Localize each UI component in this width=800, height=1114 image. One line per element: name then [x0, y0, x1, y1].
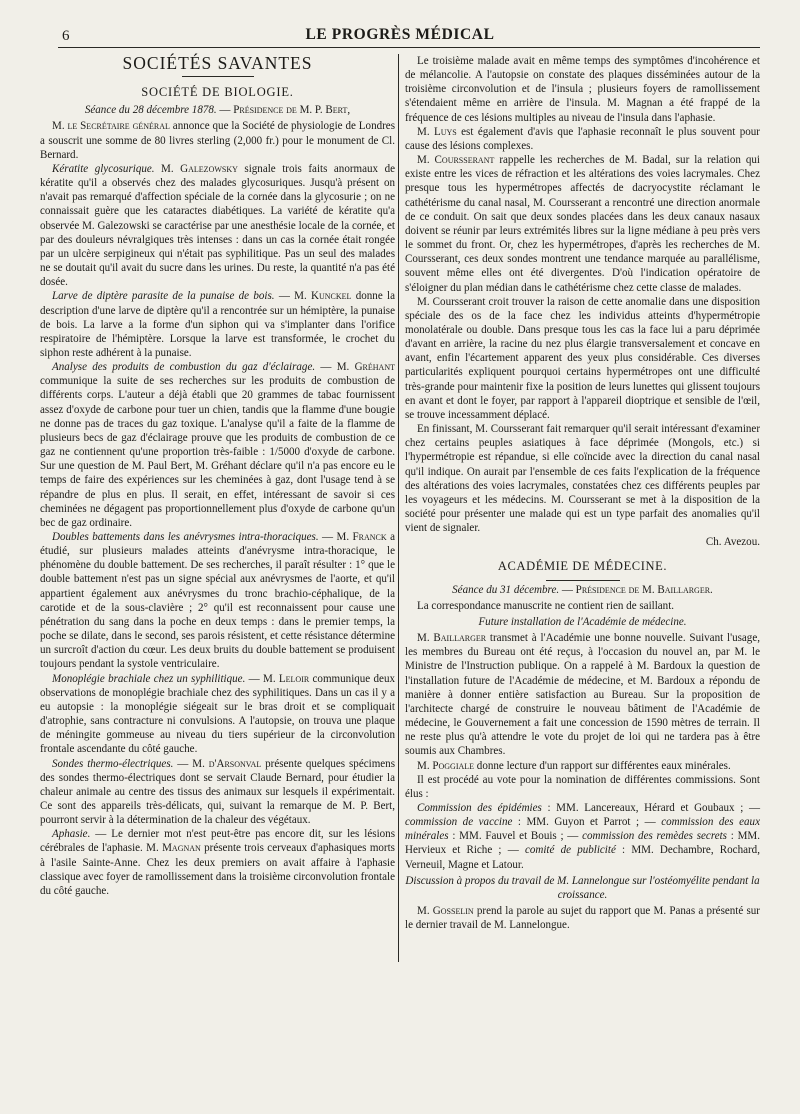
paragraph-poggiale: M. Poggiale donne lecture d'un rapport sur différentes eaux minérales. [417, 759, 731, 772]
paragraph-vote: Il est procédé au vote pour la nomination de différentes commissions. Sont élus : [405, 773, 760, 800]
seance-line [40, 103, 395, 117]
right-column [405, 54, 760, 932]
paragraph-secretary: M. le Secrétaire général annonce que la Société de physiologie de Londres a souscrit une somme de 80 livres sterling (2,000 fr.) pour le monument de Cl. Bernard. [40, 120, 395, 161]
academy-title: ACADÉMIE DE MÉDECINE. [497, 559, 668, 574]
paragraph-larve: Larve de diptère parasite de la punaise de bois. — M. Kunckel donne la description d'une larve de diptère qu'il a rencontrée sur un hémiptère, la punaise de bois. La larve a la forme d'un siphon qui va s'implanter dans l'orifice respiratoire de l'hémiptère. Lorsque la larve est transformée, le crochet du siphon reste adhérent à la punaise. [40, 290, 395, 359]
paragraph-battements: Doubles battements dans les anévrysmes intra-thoraciques. — M. Franck a étudié, sur plusieurs malades atteints d'anévrysme intra-thoracique, le phénomène du double battement. De ses recherches, il paraît résulter : 1° que le double battement n'est pas un signe spécial aux anévrysmes de l'aorte, et qu'il appartient également aux anévrysmes du tronc brachio-céphalique, de la carotide et de la sous-clavière ; 2° qu'il est reconnaissent pour cause une pénétration du sang dans la poche en deux temps : dans le premier temps, la poche se dilate, dans le second, ses parois résistent, et cette résistance détermine un surcroît d'action du cœur. Les deux bruits du double battement se produisent toujours pendant la systole ventriculaire. [40, 531, 396, 671]
page-header [40, 24, 760, 44]
paragraph-baillarger: M. Baillarger transmet à l'Académie une bonne nouvelle. Suivant l'usage, les membres du Bureau ont été reçus, à l'occasion du nouvel an, par M. le Ministre de l'Instruction publique. On a rappelé à M. Bardoux la question de l'installation future de l'Académie de médecine, et M. Bardoux a répondu de manière à donner entière satisfaction au Bureau. Sur la proposition de l'architecte chargé de construire le nouveau bâtiment de l'Académie de médecine, le Gouvernement a fait une concession de 1590 mètres de terrain. Il ne reste plus qu'à attendre le vote du projet de loi qui ne tardera pas à être soumis aux Chambres. [405, 632, 760, 758]
title-rule [182, 76, 254, 77]
paragraph-coursserant-1: M. Coursserant rappelle les recherches de M. Badal, sur la relation qui existe entre les vices de réfraction et les altérations des voies lacrymales. Chez presque tous les hypermétropes affectés de dacryocystite réclamant le cathétérisme du canal nasal, M. Coursserant a rencontré une direction anormale de ce conduit. On sait que deux sondes placées dans les deux canaux nasaux doivent se réunir par leurs extrémités libres sur la ligne médiane à peu près vers le sommet du front. Or, chez les hypermétropes, d'après les recherches de M. Coursserant, ces deux sondes montrent une tendance marquée au parallélisme, souvent même elles ont été divergentes. D'où l'indication opératoire de s'éloigner du plan médian dans le cathétérisme chez cette classe de malades. [405, 154, 760, 294]
paragraph-gosselin: M. Gosselin prend la parole au sujet du rapport que M. Panas a présenté sur le dernier travail de M. Lannelongue. [405, 905, 760, 932]
column-divider [398, 54, 399, 962]
left-column [40, 54, 395, 932]
paragraph-commissions: Commission des épidémies : MM. Lancereaux, Hérard et Goubaux ; — commission de vaccine : MM. Guyon et Parrot ; — commission des eaux minérales : MM. Fauvel et Bouis ; — commission des remèdes secrets : MM. Hervieux et Riche ; — comité de publicité : MM. Dechambre, Rochard, Verneuil, Magne et Latour. [405, 801, 760, 871]
paragraph-monoplegie: Monoplégie brachiale chez un syphilitique. — M. Leloir communique deux observations de monoplégie brachiale chez des syphilitiques. Dans un cas il y a eu autopsie : la monoplégie siégeait sur le bras droit et se compliquait d'atrophie, sans contracture ni convulsions. A l'autopsie, on trouva une plaque de méningite gommeuse au niveau du tiers supérieur de la circonvolution frontale ascendante du côté gauche. [40, 672, 395, 756]
academy-subheading: Future installation de l'Académie de médecine. [478, 615, 687, 628]
paragraph-gaz: Analyse des produits de combustion du gaz d'éclairage. — M. Gréhant communique la suite de ses recherches sur les produits de combustion de différents corps. L'auteur a déjà établi que 20 grammes de tabac fournissent assez d'oxyde de carbone pour tuer un chien, tandis que la flamme d'une bougie ne donne pas de traces du gaz toxique. L'analyse qu'il a faite de la flamme de plusieurs becs de gaz d'éclairage prouve que les produits de combustion de ce gaz ne contiennent qu'une proportion très-faible : 1/5000 d'oxyde de carbone. Sur une question de M. Paul Bert, M. Gréhant déclare qu'il n'a pas encore eu le temps de faire des expériences sur les cheminées à gaz, dont l'usage tend à se répandre de plus en plus. Il serait, en effet, intéressant de savoir si ces cheminées ne dégagent pas proportionnellement plus d'oxyde de carbone qu'un bec de gaz ordinaire. [40, 361, 395, 529]
topic-heading: Aphasie. [52, 828, 91, 841]
seance-date: Séance du 28 décembre 1878. [84, 104, 217, 117]
signature: Ch. Avezou. [705, 536, 760, 549]
topic-heading: Kératite glycosurique. [52, 162, 155, 175]
page-number: 6 [62, 28, 70, 44]
section-title: SOCIÉTÉS SAVANTES [122, 53, 313, 73]
academy-seance-date: Séance du 31 décembre. [452, 583, 560, 596]
paragraph-luys: M. Luys est également d'avis que l'aphasie reconnaît le plus souvent pour cause des lésions complexes. [405, 125, 760, 152]
topic-heading: Monoplégie brachiale chez un syphilitique. [52, 672, 246, 685]
signature-line [405, 535, 760, 549]
academy-seance-presidence: — Présidence de M. Baillarger. [559, 583, 713, 596]
topic-heading: Doubles battements dans les anévrysmes intra-thoraciques. [52, 531, 319, 543]
paragraph-aphasie: Aphasie. — Le dernier mot n'est peut-être pas encore dit, sur les lésions cérébrales de l'aphasie. M. Magnan présente trois cerveaux d'aphasiques morts à l'asile Sainte-Anne. Chez les deux premiers on avait affaire à l'aphasie classique avec foyer de ramollissement dans la troisième circonvolution frontale du côté gauche. [40, 828, 395, 897]
seance-presidence: — Présidence de M. P. Bert, [216, 104, 351, 117]
paragraph-coursserant-2: M. Coursserant croit trouver la raison de cette anomalie dans une disposition spéciale des os de la face chez les individus atteints d'hypermétropie monolatérale ou double. Dans presque tous les cas la face lui a paru déprimée d'avant en arrière, la racine du nez plus élargie transversalement et concave en avant, enfin l'écartement apparent des yeux plus considérable. Ces diverses particularités expliquent pourquoi certains hypermétropes ont une difficulté très-grande pour maintenir fixe la position de leurs lunettes qui glissent toujours en avant et dont le foyer, par rapport à l'appareil dioptrique et sensible de l'œil, se trouve incessamment déplacé. [405, 295, 760, 421]
paragraph-troisieme-malade: Le troisième malade avait en même temps des symptômes d'incohérence et de mélancolie. A l'autopsie on constate des plaques disséminées autour de la troisième circonvolution et de l'insula ; plusieurs foyers de ramollissement s'étendaient même en arrière de l'insula. M. Magnan a été frappé de la fréquence de ces lésions multiples au niveau de l'insula dans l'aphasie. [405, 55, 760, 124]
paragraph-sondes: Sondes thermo-électriques. — M. d'Arsonval présente quelques spécimens des sondes thermo-électriques dont se servait Claude Bernard, pour étudier la chaleur animale au centre des tissus des animaux sur lesquels il expérimentait. Ce sont des appareils très-délicats, qui, suivant la remarque de M. P. Bert, pourront servir à la détermination de la chaleur des végétaux. [40, 757, 396, 827]
academy-seance-line [405, 583, 760, 597]
discussion-heading: Discussion à propos du travail de M. Lannelongue sur l'ostéomyélite pendant la croissance. [405, 874, 760, 901]
paragraph-coursserant-3: En finissant, M. Coursserant fait remarquer qu'il serait intéressant d'examiner chez certains peuples asiatiques à face déprimée (Mongols, etc.) si l'hypermétropie est répandue, si elle coïncide avec la direction du canal nasal qu'il indique. On aurait par l'ensemble de ces faits l'explication de la fréquence des altérations des voies lacrymales, constatées chez ces différents peuples par les voyageurs et les médecins. M. Coursserant se met à la disposition de la société pour présenter une malade qui est un type parfait des anomalies qu'il vient de signaler. [405, 423, 760, 535]
journal-title: LE PROGRÈS MÉDICAL [305, 26, 495, 43]
topic-heading: Larve de diptère parasite de la punaise de bois. [52, 290, 275, 303]
paragraph-keratite: Kératite glycosurique. M. Galezowsky signale trois faits anormaux de kératite qu'il a observés chez des malades glycosuriques. Jusqu'à présent on n'avait pas remarqué d'affection spéciale de la cornée dans la glycosurie ; on ne connaissait guère que les cataractes diabétiques. La variété de kératite qu'a observée M. Galezowski se caractérise par une anesthésie locale de la cornée, et par des douleurs névralgiques très intenses : dans un cas la cornée était rongée par un ulcère serpigineux qui n'était pas syphilitique. Pas un seul des malades ne se doutait qu'il avait du sucre dans les urines. Du reste, la quantité n'a pas été dosée. [40, 162, 396, 289]
two-column-body [40, 54, 760, 932]
topic-heading: Sondes thermo-électriques. [52, 757, 174, 770]
paragraph-correspondance: La correspondance manuscrite ne contient rien de saillant. [417, 599, 675, 612]
society-title: SOCIÉTÉ DE BIOLOGIE. [141, 85, 294, 100]
academy-rule [546, 580, 620, 581]
header-rule [58, 47, 760, 48]
topic-heading: Analyse des produits de combustion du gaz d'éclairage. [52, 361, 316, 374]
